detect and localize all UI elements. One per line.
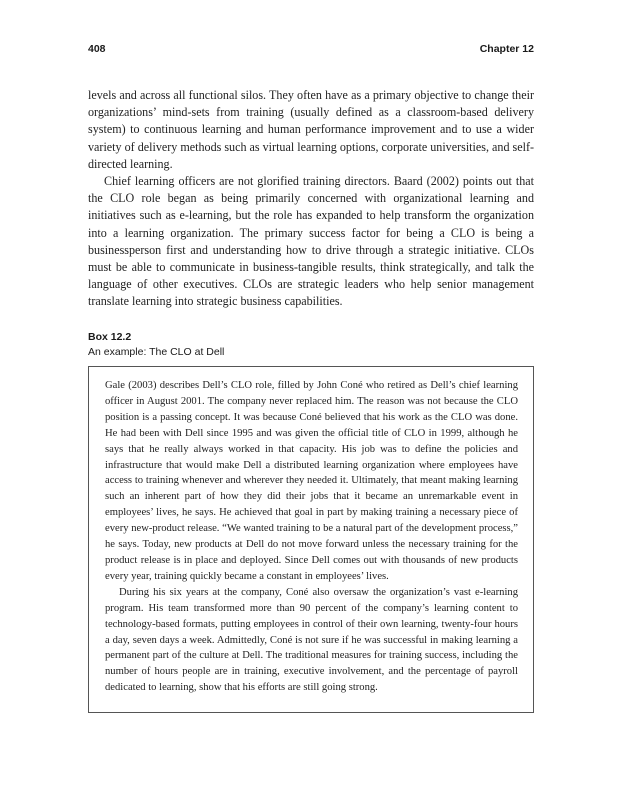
body-text	[88, 87, 534, 311]
box-title: An example: The CLO at Dell	[88, 346, 225, 358]
box-text	[105, 378, 518, 696]
box-paragraph: During his six years at the company, Coné also oversaw the organization’s vast e-learning program. His team transformed more than 90 percent of the company’s learning content to technology-based formats, putting employees in control of their own learning, twenty-four hours a day, seven days a week. Admittedly, Coné is not sure if he was successful in making learning a permanent part of the culture at Dell. The traditional measures for training success, including the number of hours people are in training, executive involvement, and the percentage of payroll dedicated to learning, show that his efforts are still going strong.	[105, 586, 518, 694]
chapter-title: Chapter 12	[479, 43, 534, 55]
page-number: 408	[88, 43, 106, 55]
body-paragraph: levels and across all functional silos. They often have as a primary objective to change their organizations’ mind-sets from training (usually defined as a classroom-based delivery system) to continuous learning and human performance improvement and to use a wider variety of delivery methods such as virtual learning options, corporate universities, and self-directed learning.	[88, 88, 534, 171]
sidebar-box	[88, 366, 534, 713]
body-paragraph: Chief learning officers are not glorified training directors. Baard (2002) points out that the CLO role began as being primarily concerned with organizational learning and initiatives such as e-learning, but the role has expanded to help transform the organization into a learning organization. The primary success factor for being a CLO is being a businessperson first and understanding how to drive through a strategic initiative. CLOs must be able to communicate in business-tangible results, think strategically, and talk the language of other executives. CLOs are strategic leaders who help senior management translate learning into strategic business capabilities.	[88, 174, 534, 309]
box-number: Box 12.2	[88, 331, 132, 343]
box-caption	[88, 330, 534, 361]
box-paragraph: Gale (2003) describes Dell’s CLO role, filled by John Coné who retired as Dell’s chief learning officer in August 2001. The company never replaced him. The reason was not because the CLO position is a passing concept. It was because Coné believed that his work as the CLO was done. He had been with Dell since 1995 and was given the official title of CLO in 1999, although he says that he really always worked in that capacity. His job was to define the policies and infrastructure that would make Dell a distributed learning organization where employees have access to training whenever and wherever they needed it. Ultimately, that meant making learning such an inherent part of how they did their jobs that it became an unremarkable event in employees’ lives, he says. He achieved that goal in part by making training a necessary piece of every new-product release. “We wanted training to be a natural part of the development process,” he says. Today, new products at Dell do not move forward unless the necessary training for the product release is in place and deployed. Since Dell comes out with thousands of new products every year, training quickly became a constant in employees’ lives.	[105, 380, 518, 582]
running-header	[88, 43, 534, 57]
